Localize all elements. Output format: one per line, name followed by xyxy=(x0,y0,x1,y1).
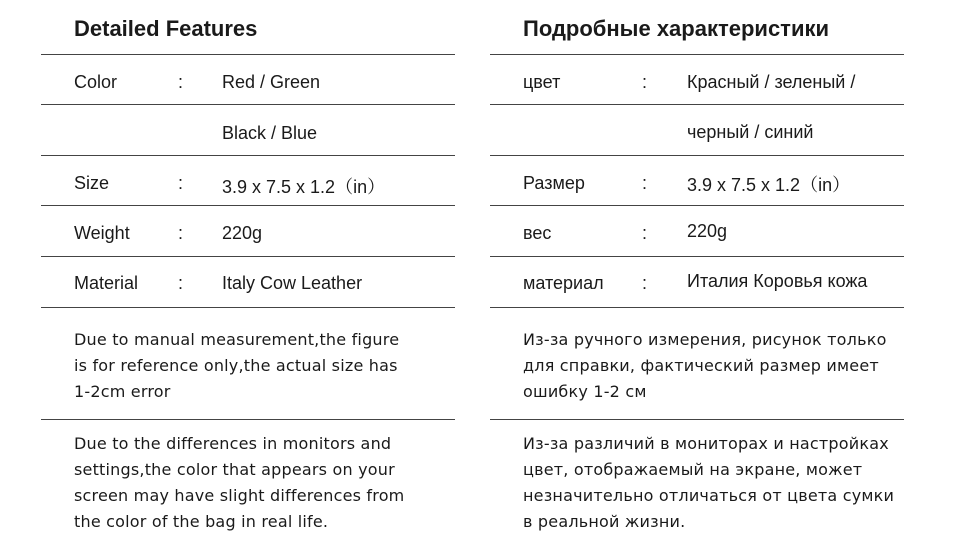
divider xyxy=(490,419,904,420)
color-value-continued: Black / Blue xyxy=(222,123,318,143)
note-line: settings,the color that appears on your xyxy=(74,460,395,479)
size-colon: : xyxy=(642,173,648,193)
divider xyxy=(490,104,904,105)
divider xyxy=(41,307,455,308)
weight-label: вес xyxy=(523,223,552,243)
note-line: screen may have slight differences from xyxy=(74,486,405,505)
divider xyxy=(41,104,455,105)
material-label: Material xyxy=(74,273,139,293)
color-difference-note xyxy=(74,431,452,535)
size-label: Размер xyxy=(523,173,585,193)
material-colon: : xyxy=(178,273,184,293)
section-title: Подробные характеристики xyxy=(523,16,830,41)
divider xyxy=(41,155,455,156)
note-line: цвет, отображаемый на экране, может xyxy=(523,460,863,479)
color-difference-note xyxy=(523,431,901,535)
divider xyxy=(41,419,455,420)
weight-value: 220g xyxy=(687,221,728,241)
material-value: Италия Коровья кожа xyxy=(687,271,868,291)
note-line: Due to the differences in monitors and xyxy=(74,434,392,453)
weight-value: 220g xyxy=(222,223,263,243)
size-value: 3.9 x 7.5 x 1.2（in） xyxy=(687,175,851,195)
material-colon: : xyxy=(642,273,648,293)
color-value: Красный / зеленый / xyxy=(687,72,856,92)
section-title: Detailed Features xyxy=(74,16,258,41)
color-value-continued: черный / синий xyxy=(687,122,814,142)
note-line: is for reference only,the actual size has xyxy=(74,356,398,375)
note-line: для справки, фактический размер имеет xyxy=(523,356,879,375)
color-value: Red / Green xyxy=(222,72,321,92)
divider xyxy=(490,256,904,257)
weight-label: Weight xyxy=(74,223,130,243)
note-line: 1-2cm error xyxy=(74,382,171,401)
size-colon: : xyxy=(178,173,184,193)
divider xyxy=(490,205,904,206)
size-label: Size xyxy=(74,173,110,193)
divider xyxy=(490,54,904,55)
note-line: незначительно отличаться от цвета сумки xyxy=(523,486,895,505)
color-colon: : xyxy=(642,72,648,92)
material-label: материал xyxy=(523,273,604,293)
divider xyxy=(41,54,455,55)
divider xyxy=(490,155,904,156)
weight-colon: : xyxy=(178,223,184,243)
note-line: Из-за различий в мониторах и настройках xyxy=(523,434,889,453)
note-line: ошибку 1-2 см xyxy=(523,382,647,401)
measurement-note xyxy=(523,327,901,405)
color-label: цвет xyxy=(523,72,561,92)
divider xyxy=(490,307,904,308)
color-label: Color xyxy=(74,72,118,92)
color-colon: : xyxy=(178,72,184,92)
material-value: Italy Cow Leather xyxy=(222,273,363,293)
note-line: Due to manual measurement,the figure xyxy=(74,330,400,349)
divider xyxy=(41,256,455,257)
size-value: 3.9 x 7.5 x 1.2（in） xyxy=(222,177,386,197)
divider xyxy=(41,205,455,206)
note-line: the color of the bag in real life. xyxy=(74,512,329,531)
measurement-note xyxy=(74,327,452,405)
note-line: в реальной жизни. xyxy=(523,512,686,531)
note-line: Из-за ручного измерения, рисунок только xyxy=(523,330,887,349)
weight-colon: : xyxy=(642,223,648,243)
